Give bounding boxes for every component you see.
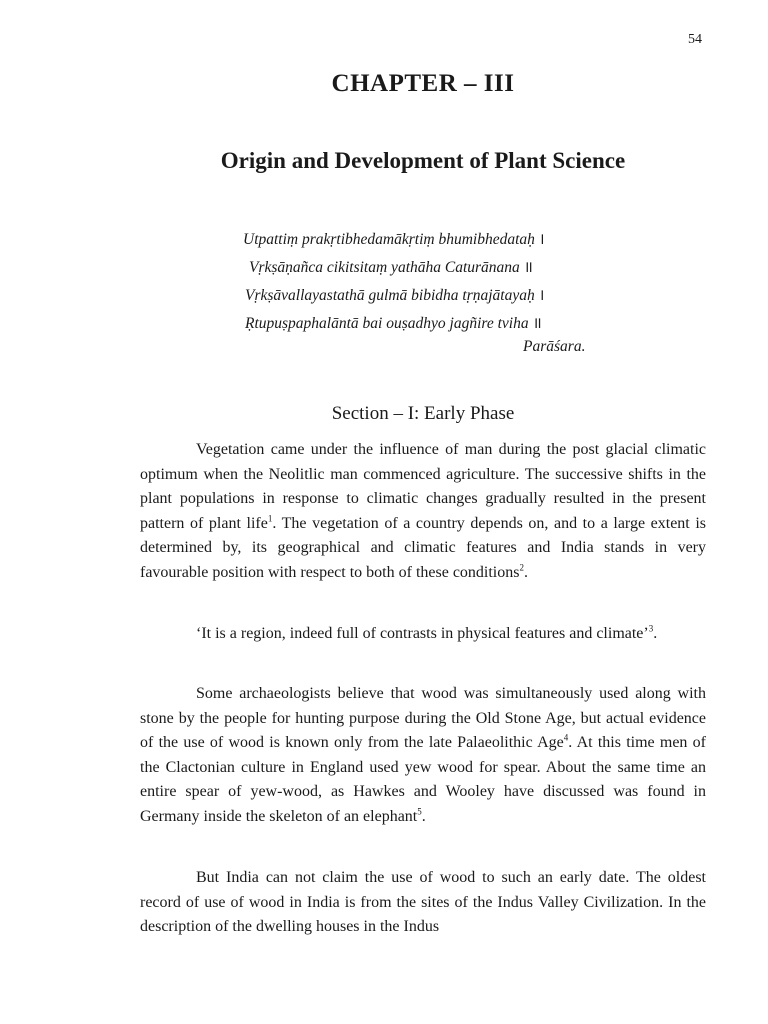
verse-attribution: Parāśara. — [523, 338, 586, 355]
paragraph — [140, 682, 706, 829]
danda-mark: ॥ — [532, 315, 542, 332]
verse-line — [243, 226, 643, 254]
section-heading: Section – I: Early Phase — [331, 403, 515, 424]
paragraph-text — [140, 438, 706, 585]
paragraph-text — [140, 622, 706, 647]
text-run: . — [421, 807, 426, 825]
verse-line — [243, 310, 643, 338]
text-run: . — [523, 563, 528, 581]
verse-line-text: Vṛkṣāvallayastathā gulmā bibidha tṛṇajātayaḥ — [245, 287, 535, 304]
text-run: Vegetation came under the influence of man during the post glacial climatic optimum when the Neolitlic man commenced agriculture. The successive shifts in the plant populations in response to climatic changes gradually resulted in the present pattern of plant life — [140, 441, 706, 532]
text-run: Some archaeologists believe that wood was simultaneously used along with stone by the people for hunting purpose during the Old Stone Age, but actual evidence of the use of wood is known only from the late Palaeolithic Age — [140, 685, 706, 751]
text-run: But India can not claim the use of wood to such an early date. The oldest record of use of wood in India is from the sites of the Indus Valley Civilization. In the description of the dwelling houses in the Indus — [140, 869, 706, 935]
footnote-ref[interactable]: 2 — [519, 562, 524, 573]
verse-line-text: Utpattiṃ prakṛtibhedamākṛtiṃ bhumibhedataḥ — [243, 231, 535, 248]
verse-line — [243, 254, 643, 282]
verse-line-text: Ṛtupuṣpaphalāntā bai ouṣadhyo jagñire tviha — [245, 315, 529, 332]
text-run: . — [653, 625, 658, 642]
footnote-ref[interactable]: 4 — [563, 732, 569, 743]
paragraph — [140, 866, 706, 940]
danda-mark: । — [538, 231, 545, 248]
footnote-ref[interactable]: 5 — [417, 806, 422, 817]
verse-line-text: Vṛkṣāṇañca cikitsitaṃ yathāha Caturānana — [249, 259, 520, 276]
chapter-title: CHAPTER – III — [331, 70, 515, 97]
danda-mark: । — [538, 287, 545, 304]
page-number: 54 — [688, 32, 702, 47]
paragraph — [140, 622, 706, 647]
footnote-ref[interactable]: 3 — [648, 623, 654, 634]
paragraph-text — [140, 866, 706, 940]
danda-mark: ॥ — [523, 259, 533, 276]
page-title: Origin and Development of Plant Science — [220, 148, 626, 173]
paragraph — [140, 438, 706, 585]
footnote-ref[interactable]: 1 — [267, 513, 273, 524]
paragraph-text — [140, 682, 706, 829]
sanskrit-verse — [243, 226, 643, 338]
text-run: ‘It is a region, indeed full of contrasts in physical features and climate’ — [196, 625, 649, 642]
verse-line — [243, 282, 643, 310]
text-run: . The vegetation of a country depends on, and to a large extent is determined by, its geographical and climatic features and India stands in very favourable position with respect to both of these conditions — [140, 514, 707, 581]
text-run: . At this time men of the Clactonian culture in England used yew wood for spear. About the same time an entire spear of yew-wood, as Hawkes and Wooley have discussed was found in Germany inside the skeleton of an elephant — [140, 734, 706, 825]
